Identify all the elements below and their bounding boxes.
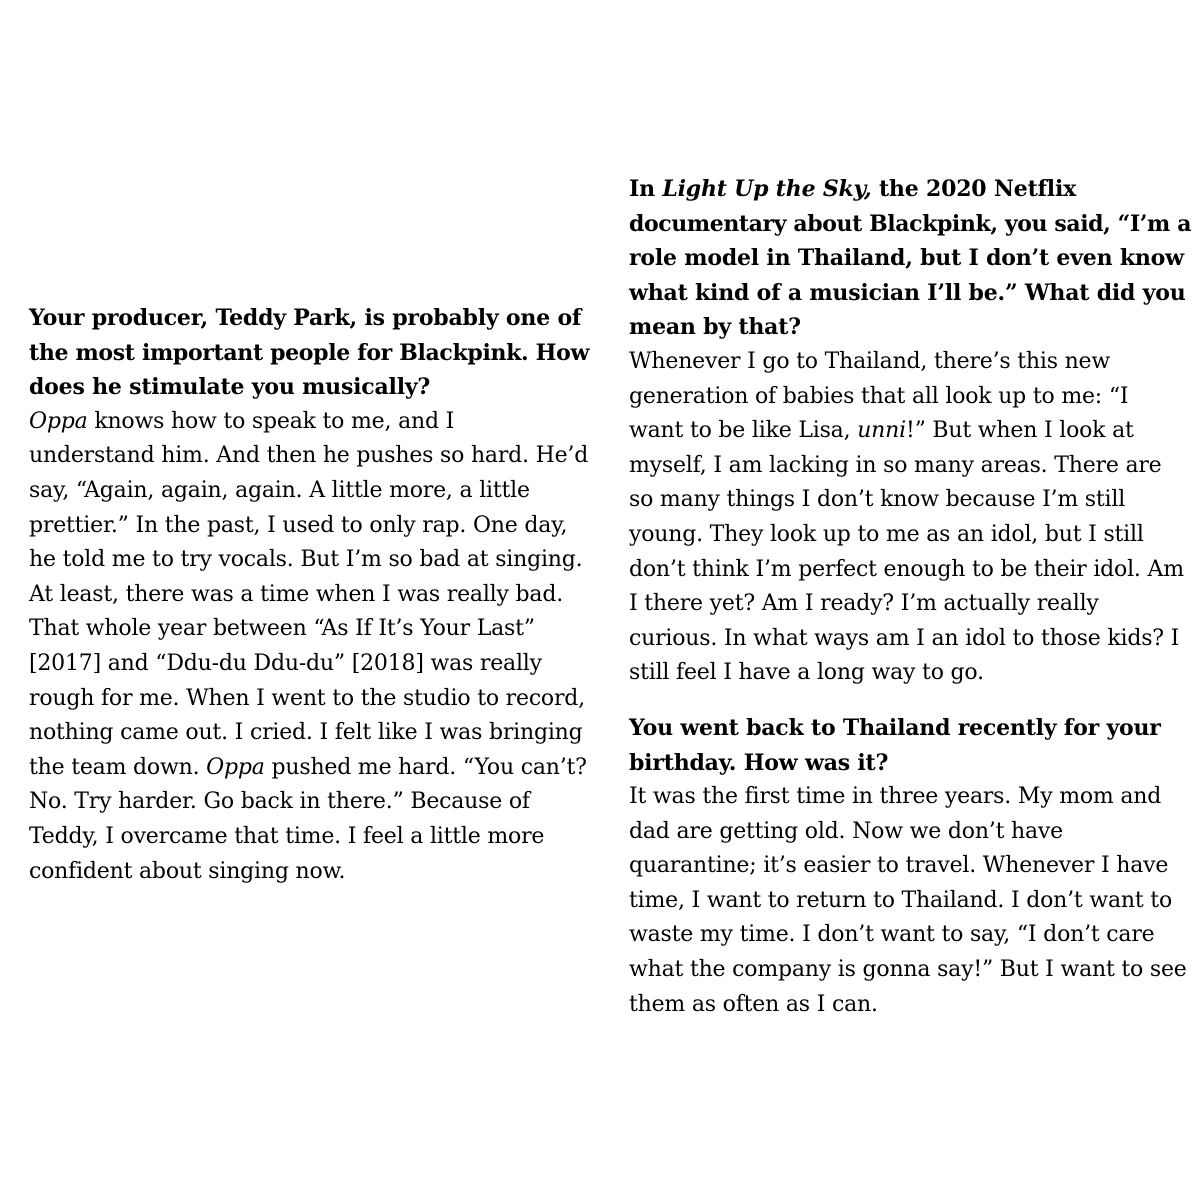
italic-word: unni [857, 418, 906, 444]
answer-line [629, 414, 1191, 449]
answer-line: them as often as I can. [629, 991, 878, 1017]
question-line: birthday. How was it? [629, 749, 889, 776]
answer-line: understand him. And then he pushes so hard. He’d [29, 443, 589, 469]
question-line: what kind of a musician I’ll be.” What did you [629, 279, 1186, 306]
question-light-up-the-sky [629, 172, 1191, 345]
question-line: You went back to Thailand recently for your [629, 714, 1161, 741]
answer-line: time, I want to return to Thailand. I don’t want to [629, 887, 1172, 913]
question-thailand-birthday [629, 711, 1191, 780]
question-line: does he stimulate you musically? [29, 374, 431, 401]
answer-line: quarantine; it’s easier to travel. Whenever I have [629, 853, 1169, 879]
answer-line: young. They look up to me as an idol, but I still [629, 521, 1144, 547]
answer-line: At least, there was a time when I was really bad. [29, 581, 563, 607]
answer-line: he told me to try vocals. But I’m so bad at singing. [29, 547, 583, 573]
answer-line: I there yet? Am I ready? I’m actually really [629, 591, 1099, 617]
answer-text: the team down. [29, 754, 207, 780]
italic-word: Oppa [29, 408, 88, 434]
answer-line: Teddy, I overcame that time. I feel a little more [29, 823, 545, 849]
answer-line: No. Try harder. Go back in there.” Because of [29, 789, 530, 815]
right-column [629, 172, 1191, 1022]
answer-line [29, 405, 589, 440]
italic-word: Oppa [206, 754, 265, 780]
answer-line: Whenever I go to Thailand, there’s this new [629, 348, 1111, 374]
question-line: mean by that? [629, 314, 801, 341]
answer-line: confident about singing now. [29, 858, 346, 884]
answer-line: prettier.” In the past, I used to only rap. One day, [29, 512, 568, 538]
left-column [29, 301, 589, 889]
answer-line: It was the first time in three years. My mom and [629, 784, 1162, 810]
answer-text: pushed me hard. “You can’t? [264, 754, 587, 780]
answer-line: curious. In what ways am I an idol to those kids? I [629, 625, 1180, 651]
question-text: the 2020 Netflix [871, 176, 1077, 202]
answer-role-model [629, 345, 1191, 691]
answer-text: knows how to speak to me, and I [87, 408, 455, 434]
answer-line: [2017] and “Ddu-du Ddu-du” [2018] was really [29, 650, 542, 676]
answer-text: !” But when I look at [905, 418, 1134, 444]
question-teddy-park [29, 301, 589, 405]
answer-line: rough for me. When I went to the studio to record, [29, 685, 585, 711]
answer-thailand-birthday [629, 780, 1191, 1022]
answer-line: so many things I don’t know because I’m still [629, 487, 1126, 513]
question-line: role model in Thailand, but I don’t even know [629, 245, 1184, 272]
answer-line: That whole year between “As If It’s Your Last” [29, 616, 535, 642]
answer-line: dad are getting old. Now we don’t have [629, 818, 1063, 844]
answer-line: nothing came out. I cried. I felt like I was bringing [29, 720, 583, 746]
answer-line: what the company is gonna say!” But I want to see [629, 957, 1187, 983]
question-line: Your producer, Teddy Park, is probably one of [29, 305, 582, 331]
answer-line: still feel I have a long way to go. [629, 660, 984, 686]
answer-line [29, 751, 589, 786]
question-line: the most important people for Blackpink. How [29, 339, 590, 366]
question-line: documentary about Blackpink, you said, “I’m a [629, 210, 1192, 237]
answer-line: waste my time. I don’t want to say, “I don’t care [629, 922, 1155, 948]
answer-text: want to be like Lisa, [629, 418, 858, 444]
answer-line: don’t think I’m perfect enough to be their idol. Am [629, 556, 1184, 582]
italic-title: Light Up the Sky, [662, 176, 872, 202]
answer-line: myself, I am lacking in so many areas. There are [629, 452, 1162, 478]
answer-line: generation of babies that all look up to me: “I [629, 383, 1129, 409]
question-line [629, 172, 1191, 207]
answer-teddy-park [29, 405, 589, 889]
question-text: In [629, 176, 663, 202]
answer-line: say, “Again, again, again. A little more, a little [29, 477, 530, 503]
